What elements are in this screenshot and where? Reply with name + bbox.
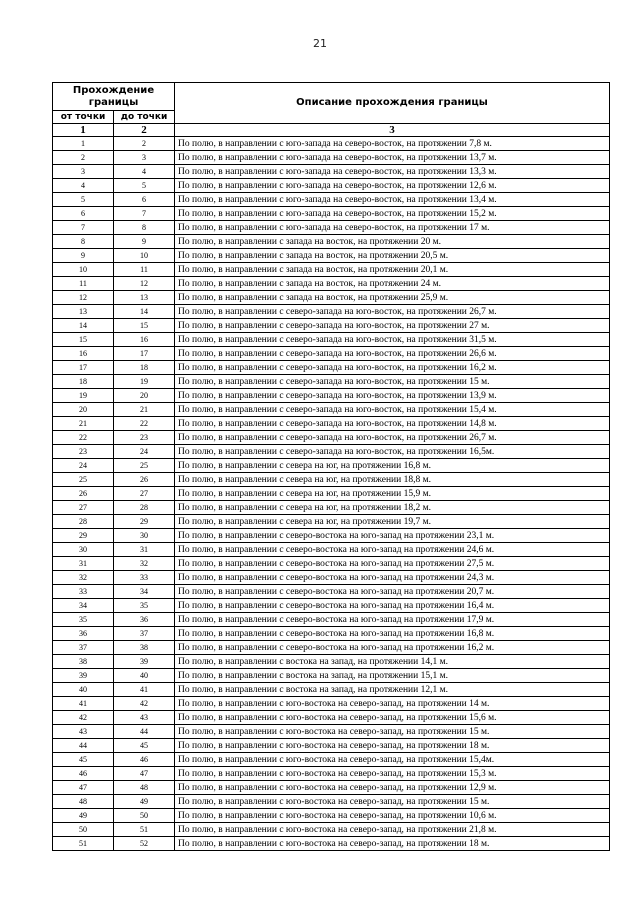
- from-point-cell: 30: [53, 543, 114, 557]
- description-cell: По полю, в направлении с северо-востока на юго-запад на протяжении 20,7 м.: [175, 585, 610, 599]
- table-row: [53, 515, 610, 529]
- description-cell: По полю, в направлении с северо-запада на юго-восток, на протяжении 27 м.: [175, 319, 610, 333]
- table-row: [53, 193, 610, 207]
- description-cell: По полю, в направлении с юго-востока на северо-запад, на протяжении 15,4м.: [175, 753, 610, 767]
- to-point-cell: 36: [114, 613, 175, 627]
- to-point-cell: 33: [114, 571, 175, 585]
- to-point-cell: 14: [114, 305, 175, 319]
- from-point-cell: 48: [53, 795, 114, 809]
- table-row: [53, 179, 610, 193]
- to-point-cell: 8: [114, 221, 175, 235]
- table-row: [53, 557, 610, 571]
- table-row: [53, 431, 610, 445]
- description-cell: По полю, в направлении с северо-востока на юго-запад на протяжении 16,8 м.: [175, 627, 610, 641]
- from-point-cell: 34: [53, 599, 114, 613]
- header-boundary-passage: Прохождение границы: [53, 83, 175, 111]
- from-point-cell: 24: [53, 459, 114, 473]
- to-point-cell: 18: [114, 361, 175, 375]
- description-cell: По полю, в направлении с юго-запада на северо-восток, на протяжении 13,4 м.: [175, 193, 610, 207]
- to-point-cell: 47: [114, 767, 175, 781]
- from-point-cell: 43: [53, 725, 114, 739]
- table-row: [53, 501, 610, 515]
- from-point-cell: 1: [53, 137, 114, 151]
- from-point-cell: 44: [53, 739, 114, 753]
- to-point-cell: 44: [114, 725, 175, 739]
- to-point-cell: 5: [114, 179, 175, 193]
- table-row: [53, 389, 610, 403]
- description-cell: По полю, в направлении с северо-запада на юго-восток, на протяжении 14,8 м.: [175, 417, 610, 431]
- from-point-cell: 6: [53, 207, 114, 221]
- description-cell: По полю, в направлении с северо-востока на юго-запад на протяжении 16,4 м.: [175, 599, 610, 613]
- table-row: [53, 319, 610, 333]
- table-row: [53, 795, 610, 809]
- to-point-cell: 42: [114, 697, 175, 711]
- column-number-1: 1: [53, 124, 114, 137]
- page-number: 21: [313, 37, 327, 50]
- header-from-point: от точки: [53, 111, 114, 124]
- table-row: [53, 361, 610, 375]
- table-row: [53, 543, 610, 557]
- from-point-cell: 49: [53, 809, 114, 823]
- from-point-cell: 51: [53, 837, 114, 851]
- from-point-cell: 28: [53, 515, 114, 529]
- table-body: [53, 137, 610, 851]
- to-point-cell: 32: [114, 557, 175, 571]
- table-row: [53, 613, 610, 627]
- description-cell: По полю, в направлении с северо-востока на юго-запад на протяжении 17,9 м.: [175, 613, 610, 627]
- from-point-cell: 14: [53, 319, 114, 333]
- table-row: [53, 669, 610, 683]
- table-row: [53, 403, 610, 417]
- table-row: [53, 333, 610, 347]
- to-point-cell: 25: [114, 459, 175, 473]
- table-row: [53, 585, 610, 599]
- table-row: [53, 347, 610, 361]
- table-row: [53, 711, 610, 725]
- description-cell: По полю, в направлении с юго-востока на северо-запад, на протяжении 21,8 м.: [175, 823, 610, 837]
- description-cell: По полю, в направлении с юго-запада на северо-восток, на протяжении 13,7 м.: [175, 151, 610, 165]
- table-row: [53, 837, 610, 851]
- from-point-cell: 46: [53, 767, 114, 781]
- to-point-cell: 34: [114, 585, 175, 599]
- description-cell: По полю, в направлении с севера на юг, на протяжении 18,2 м.: [175, 501, 610, 515]
- description-cell: По полю, в направлении с северо-востока на юго-запад на протяжении 16,2 м.: [175, 641, 610, 655]
- description-cell: По полю, в направлении с юго-запада на северо-восток, на протяжении 13,3 м.: [175, 165, 610, 179]
- table-row: [53, 221, 610, 235]
- to-point-cell: 23: [114, 431, 175, 445]
- description-cell: По полю, в направлении с северо-запада на юго-восток, на протяжении 13,9 м.: [175, 389, 610, 403]
- from-point-cell: 42: [53, 711, 114, 725]
- table-row: [53, 697, 610, 711]
- description-cell: По полю, в направлении с запада на восток, на протяжении 25,9 м.: [175, 291, 610, 305]
- description-cell: По полю, в направлении с запада на восток, на протяжении 20,1 м.: [175, 263, 610, 277]
- table-row: [53, 375, 610, 389]
- description-cell: По полю, в направлении с запада на восток, на протяжении 20,5 м.: [175, 249, 610, 263]
- table-row: [53, 445, 610, 459]
- from-point-cell: 15: [53, 333, 114, 347]
- description-cell: По полю, в направлении с юго-востока на северо-запад, на протяжении 12,9 м.: [175, 781, 610, 795]
- table-row: [53, 207, 610, 221]
- table-row: [53, 487, 610, 501]
- to-point-cell: 9: [114, 235, 175, 249]
- description-cell: По полю, в направлении с северо-востока на юго-запад на протяжении 24,6 м.: [175, 543, 610, 557]
- from-point-cell: 27: [53, 501, 114, 515]
- from-point-cell: 50: [53, 823, 114, 837]
- to-point-cell: 12: [114, 277, 175, 291]
- table-row: [53, 823, 610, 837]
- from-point-cell: 33: [53, 585, 114, 599]
- from-point-cell: 26: [53, 487, 114, 501]
- description-cell: По полю, в направлении с юго-востока на северо-запад, на протяжении 15,3 м.: [175, 767, 610, 781]
- table-row: [53, 529, 610, 543]
- table-row: [53, 277, 610, 291]
- from-point-cell: 8: [53, 235, 114, 249]
- description-cell: По полю, в направлении с юго-запада на северо-восток, на протяжении 17 м.: [175, 221, 610, 235]
- from-point-cell: 36: [53, 627, 114, 641]
- table-row: [53, 683, 610, 697]
- from-point-cell: 47: [53, 781, 114, 795]
- to-point-cell: 30: [114, 529, 175, 543]
- description-cell: По полю, в направлении с запада на восток, на протяжении 24 м.: [175, 277, 610, 291]
- to-point-cell: 24: [114, 445, 175, 459]
- description-cell: По полю, в направлении с северо-запада на юго-восток, на протяжении 26,7 м.: [175, 305, 610, 319]
- to-point-cell: 51: [114, 823, 175, 837]
- to-point-cell: 2: [114, 137, 175, 151]
- table-row: [53, 627, 610, 641]
- from-point-cell: 25: [53, 473, 114, 487]
- from-point-cell: 39: [53, 669, 114, 683]
- description-cell: По полю, в направлении с северо-запада на юго-восток, на протяжении 26,7 м.: [175, 431, 610, 445]
- from-point-cell: 3: [53, 165, 114, 179]
- to-point-cell: 46: [114, 753, 175, 767]
- header-boundary-description: Описание прохождения границы: [175, 83, 610, 124]
- description-cell: По полю, в направлении с запада на восток, на протяжении 20 м.: [175, 235, 610, 249]
- to-point-cell: 27: [114, 487, 175, 501]
- table-row: [53, 571, 610, 585]
- table-row: [53, 753, 610, 767]
- to-point-cell: 13: [114, 291, 175, 305]
- description-cell: По полю, в направлении с юго-востока на северо-запад, на протяжении 15 м.: [175, 795, 610, 809]
- description-cell: По полю, в направлении с юго-запада на северо-восток, на протяжении 12,6 м.: [175, 179, 610, 193]
- to-point-cell: 28: [114, 501, 175, 515]
- from-point-cell: 4: [53, 179, 114, 193]
- from-point-cell: 41: [53, 697, 114, 711]
- from-point-cell: 40: [53, 683, 114, 697]
- description-cell: По полю, в направлении с северо-востока на юго-запад на протяжении 24,3 м.: [175, 571, 610, 585]
- from-point-cell: 5: [53, 193, 114, 207]
- description-cell: По полю, в направлении с юго-востока на северо-запад, на протяжении 18 м.: [175, 739, 610, 753]
- description-cell: По полю, в направлении с севера на юг, на протяжении 18,8 м.: [175, 473, 610, 487]
- to-point-cell: 6: [114, 193, 175, 207]
- to-point-cell: 10: [114, 249, 175, 263]
- description-cell: По полю, в направлении с севера на юг, на протяжении 15,9 м.: [175, 487, 610, 501]
- to-point-cell: 39: [114, 655, 175, 669]
- to-point-cell: 3: [114, 151, 175, 165]
- description-cell: По полю, в направлении с северо-запада на юго-восток, на протяжении 16,2 м.: [175, 361, 610, 375]
- to-point-cell: 15: [114, 319, 175, 333]
- to-point-cell: 16: [114, 333, 175, 347]
- table-row: [53, 781, 610, 795]
- from-point-cell: 11: [53, 277, 114, 291]
- from-point-cell: 31: [53, 557, 114, 571]
- description-cell: По полю, в направлении с севера на юг, на протяжении 16,8 м.: [175, 459, 610, 473]
- from-point-cell: 29: [53, 529, 114, 543]
- to-point-cell: 11: [114, 263, 175, 277]
- description-cell: По полю, в направлении с северо-запада на юго-восток, на протяжении 15,4 м.: [175, 403, 610, 417]
- table-row: [53, 165, 610, 179]
- to-point-cell: 4: [114, 165, 175, 179]
- from-point-cell: 9: [53, 249, 114, 263]
- from-point-cell: 16: [53, 347, 114, 361]
- table-row: [53, 739, 610, 753]
- from-point-cell: 23: [53, 445, 114, 459]
- description-cell: По полю, в направлении с юго-востока на северо-запад, на протяжении 18 м.: [175, 837, 610, 851]
- to-point-cell: 38: [114, 641, 175, 655]
- description-cell: По полю, в направлении с северо-запада на юго-восток, на протяжении 31,5 м.: [175, 333, 610, 347]
- to-point-cell: 7: [114, 207, 175, 221]
- from-point-cell: 7: [53, 221, 114, 235]
- description-cell: По полю, в направлении с юго-востока на северо-запад, на протяжении 14 м.: [175, 697, 610, 711]
- from-point-cell: 20: [53, 403, 114, 417]
- to-point-cell: 35: [114, 599, 175, 613]
- description-cell: По полю, в направлении с северо-запада на юго-восток, на протяжении 15 м.: [175, 375, 610, 389]
- table-row: [53, 809, 610, 823]
- to-point-cell: 22: [114, 417, 175, 431]
- description-cell: По полю, в направлении с северо-востока на юго-запад на протяжении 27,5 м.: [175, 557, 610, 571]
- description-cell: По полю, в направлении с северо-запада на юго-восток, на протяжении 16,5м.: [175, 445, 610, 459]
- from-point-cell: 35: [53, 613, 114, 627]
- table-row: [53, 151, 610, 165]
- from-point-cell: 17: [53, 361, 114, 375]
- table-row: [53, 235, 610, 249]
- to-point-cell: 50: [114, 809, 175, 823]
- to-point-cell: 37: [114, 627, 175, 641]
- description-cell: По полю, в направлении с юго-востока на северо-запад, на протяжении 15,6 м.: [175, 711, 610, 725]
- to-point-cell: 29: [114, 515, 175, 529]
- table-row: [53, 767, 610, 781]
- description-cell: По полю, в направлении с востока на запад, на протяжении 15,1 м.: [175, 669, 610, 683]
- from-point-cell: 2: [53, 151, 114, 165]
- to-point-cell: 45: [114, 739, 175, 753]
- from-point-cell: 37: [53, 641, 114, 655]
- to-point-cell: 48: [114, 781, 175, 795]
- description-cell: По полю, в направлении с северо-востока на юго-запад на протяжении 23,1 м.: [175, 529, 610, 543]
- description-cell: По полю, в направлении с юго-востока на северо-запад, на протяжении 15 м.: [175, 725, 610, 739]
- to-point-cell: 19: [114, 375, 175, 389]
- to-point-cell: 41: [114, 683, 175, 697]
- table-row: [53, 655, 610, 669]
- to-point-cell: 40: [114, 669, 175, 683]
- to-point-cell: 31: [114, 543, 175, 557]
- from-point-cell: 10: [53, 263, 114, 277]
- boundary-table: [52, 82, 610, 851]
- description-cell: По полю, в направлении с северо-запада на юго-восток, на протяжении 26,6 м.: [175, 347, 610, 361]
- description-cell: По полю, в направлении с севера на юг, на протяжении 19,7 м.: [175, 515, 610, 529]
- description-cell: По полю, в направлении с востока на запад, на протяжении 12,1 м.: [175, 683, 610, 697]
- from-point-cell: 12: [53, 291, 114, 305]
- table-row: [53, 641, 610, 655]
- table-row: [53, 599, 610, 613]
- from-point-cell: 32: [53, 571, 114, 585]
- column-number-2: 2: [114, 124, 175, 137]
- to-point-cell: 20: [114, 389, 175, 403]
- from-point-cell: 38: [53, 655, 114, 669]
- to-point-cell: 52: [114, 837, 175, 851]
- table-row: [53, 263, 610, 277]
- table-row: [53, 459, 610, 473]
- to-point-cell: 21: [114, 403, 175, 417]
- table-row: [53, 473, 610, 487]
- from-point-cell: 18: [53, 375, 114, 389]
- from-point-cell: 13: [53, 305, 114, 319]
- table-row: [53, 291, 610, 305]
- from-point-cell: 45: [53, 753, 114, 767]
- to-point-cell: 17: [114, 347, 175, 361]
- description-cell: По полю, в направлении с юго-запада на северо-восток, на протяжении 15,2 м.: [175, 207, 610, 221]
- table-row: [53, 249, 610, 263]
- description-cell: По полю, в направлении с юго-запада на северо-восток, на протяжении 7,8 м.: [175, 137, 610, 151]
- description-cell: По полю, в направлении с юго-востока на северо-запад, на протяжении 10,6 м.: [175, 809, 610, 823]
- to-point-cell: 26: [114, 473, 175, 487]
- table-row: [53, 137, 610, 151]
- column-number-3: 3: [175, 124, 610, 137]
- table-row: [53, 725, 610, 739]
- from-point-cell: 19: [53, 389, 114, 403]
- from-point-cell: 21: [53, 417, 114, 431]
- header-to-point: до точки: [114, 111, 175, 124]
- to-point-cell: 43: [114, 711, 175, 725]
- to-point-cell: 49: [114, 795, 175, 809]
- table-row: [53, 417, 610, 431]
- description-cell: По полю, в направлении с востока на запад, на протяжении 14,1 м.: [175, 655, 610, 669]
- from-point-cell: 22: [53, 431, 114, 445]
- table-row: [53, 305, 610, 319]
